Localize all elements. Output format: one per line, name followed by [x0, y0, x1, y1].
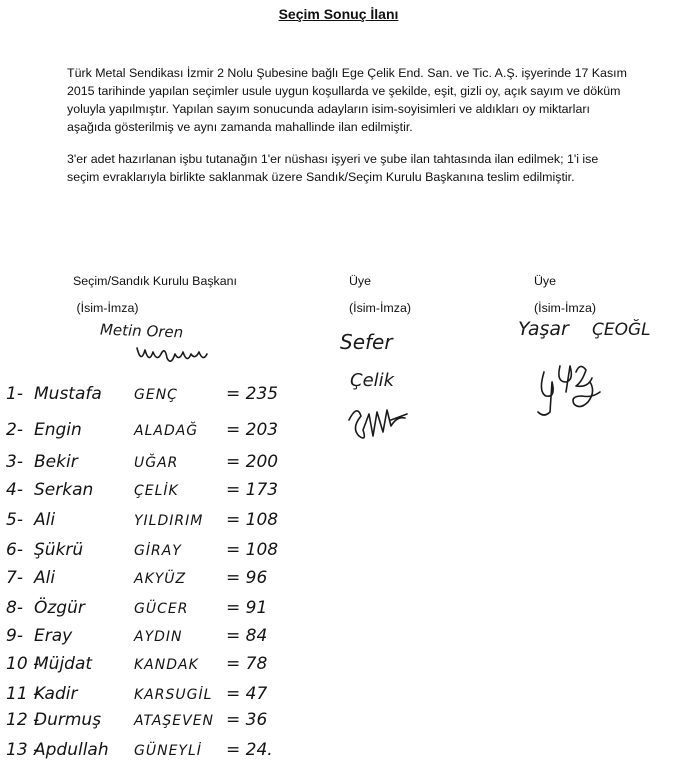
- signature-chair: [135, 340, 215, 370]
- result-number: 3-: [6, 452, 23, 472]
- candidate-last-name: KANDAK: [134, 657, 199, 673]
- signatory-role-chair: Seçim/Sandık Kurulu Başkanı: [73, 274, 237, 288]
- candidate-first-name: Ali: [34, 510, 56, 530]
- candidate-last-name: ATAŞEVEN: [134, 713, 215, 729]
- candidate-last-name: UĞAR: [134, 455, 179, 471]
- result-row: [6, 740, 273, 760]
- candidate-last-name: ÇELİK: [134, 483, 179, 499]
- result-row: [6, 384, 278, 404]
- handwritten-surname-member-1: Çelik: [350, 370, 395, 391]
- candidate-first-name: Apdullah: [34, 740, 109, 760]
- result-row: [6, 654, 267, 674]
- result-row: [6, 480, 278, 500]
- candidate-first-name: Bekir: [34, 452, 78, 472]
- announcement-paragraph: Türk Metal Sendikası İzmir 2 Nolu Şubesine bağlı Ege Çelik End. San. ve Tic. A.Ş. işyerinde 17 Kasım 2015 tarihinde yapılan seçimler usule uygun koşullarda ve şekilde, eşit, gizli oy, açık sayım ve döküm yoluyla yapılmıştır. Yapılan sayım sonucunda adayların isim-soyisimleri ve aldıkları oy miktarları aşağıda gösterilmiş ve aynı zamanda mahallinde ilan edilmiştir.: [67, 66, 627, 134]
- result-row: [6, 540, 278, 560]
- result-number: 6-: [6, 540, 23, 560]
- result-number: 10 -: [6, 654, 40, 674]
- handwritten-name-member-1: Sefer: [340, 330, 393, 354]
- result-number: 13 -: [6, 740, 40, 760]
- signatory-label-chair: (İsim-İmza): [76, 301, 139, 315]
- signatory-label-member-2: (İsim-İmza): [534, 301, 596, 315]
- result-row: [6, 510, 278, 530]
- candidate-first-name: Durmuş: [34, 710, 102, 730]
- candidate-votes: = 84: [226, 626, 268, 646]
- distribution-paragraph: 3'er adet hazırlanan işbu tutanağın 1'er nüshası işyeri ve şube ilan tahtasında ilan edilmek; 1'i ise seçim evraklarıyla birlikte saklanmak üzere Sandık/Seçim Kurulu Başkanına teslim edilmiştir.: [67, 152, 599, 184]
- candidate-votes: = 108: [226, 540, 279, 560]
- candidate-first-name: Şükrü: [34, 540, 84, 560]
- result-number: 4-: [6, 480, 23, 500]
- candidate-votes: = 47: [226, 684, 268, 704]
- candidate-votes: = 36: [226, 710, 268, 730]
- candidate-first-name: Engin: [34, 420, 82, 440]
- candidate-last-name: GÜCER: [134, 601, 189, 617]
- result-number: 8-: [6, 598, 23, 618]
- document-title: Seçim Sonuç İlanı: [278, 6, 399, 22]
- candidate-votes: = 78: [226, 654, 268, 674]
- candidate-first-name: Serkan: [34, 480, 94, 500]
- candidate-first-name: Kadir: [34, 684, 78, 704]
- candidate-first-name: Ali: [34, 568, 56, 588]
- candidate-last-name: KARSUGİL: [134, 687, 213, 703]
- candidate-votes: = 235: [226, 384, 279, 404]
- result-number: 11 -: [6, 684, 40, 704]
- signature-member-1: [345, 402, 415, 444]
- signature-member-2: [530, 352, 610, 422]
- candidate-first-name: Müjdat: [34, 654, 93, 674]
- signatory-role-member-1: Üye: [348, 274, 372, 288]
- result-number: 1-: [6, 384, 23, 404]
- candidate-votes: = 24.: [226, 740, 273, 760]
- candidate-last-name: AYDIN: [134, 629, 183, 645]
- result-number: 9-: [6, 626, 23, 646]
- handwritten-name-chair: Metin Oren: [99, 320, 184, 342]
- signatory-label-member-1: (İsim-İmza): [349, 301, 411, 315]
- candidate-votes: = 96: [226, 568, 268, 588]
- candidate-last-name: ALADAĞ: [134, 423, 199, 439]
- candidate-last-name: YILDIRIM: [134, 513, 204, 529]
- result-row: [6, 420, 278, 440]
- result-row: [6, 568, 267, 588]
- candidate-first-name: Mustafa: [34, 384, 102, 404]
- result-row: [6, 598, 267, 618]
- candidate-first-name: Özgür: [34, 598, 85, 618]
- result-row: [6, 626, 267, 646]
- candidate-last-name: GÜNEYLİ: [134, 743, 202, 759]
- result-row: [6, 452, 278, 472]
- candidate-votes: = 200: [226, 452, 279, 472]
- candidate-votes: = 173: [226, 480, 279, 500]
- candidate-last-name: GİRAY: [134, 543, 182, 559]
- signatory-role-member-2: Üye: [533, 274, 557, 288]
- candidate-first-name: Eray: [34, 626, 73, 646]
- candidate-last-name: AKYÜZ: [134, 571, 187, 587]
- result-number: 2-: [6, 420, 23, 440]
- result-row: [6, 710, 267, 730]
- handwritten-surname-member-2: ÇEOĞL: [592, 320, 651, 340]
- result-number: 12 -: [6, 710, 40, 730]
- handwritten-name-member-2: Yaşar: [518, 318, 569, 340]
- candidate-last-name: GENÇ: [134, 387, 178, 403]
- result-number: 7-: [6, 568, 23, 588]
- result-row: [6, 684, 267, 704]
- candidate-votes: = 108: [226, 510, 279, 530]
- candidate-votes: = 91: [226, 598, 268, 618]
- candidate-votes: = 203: [226, 420, 279, 440]
- result-number: 5-: [6, 510, 23, 530]
